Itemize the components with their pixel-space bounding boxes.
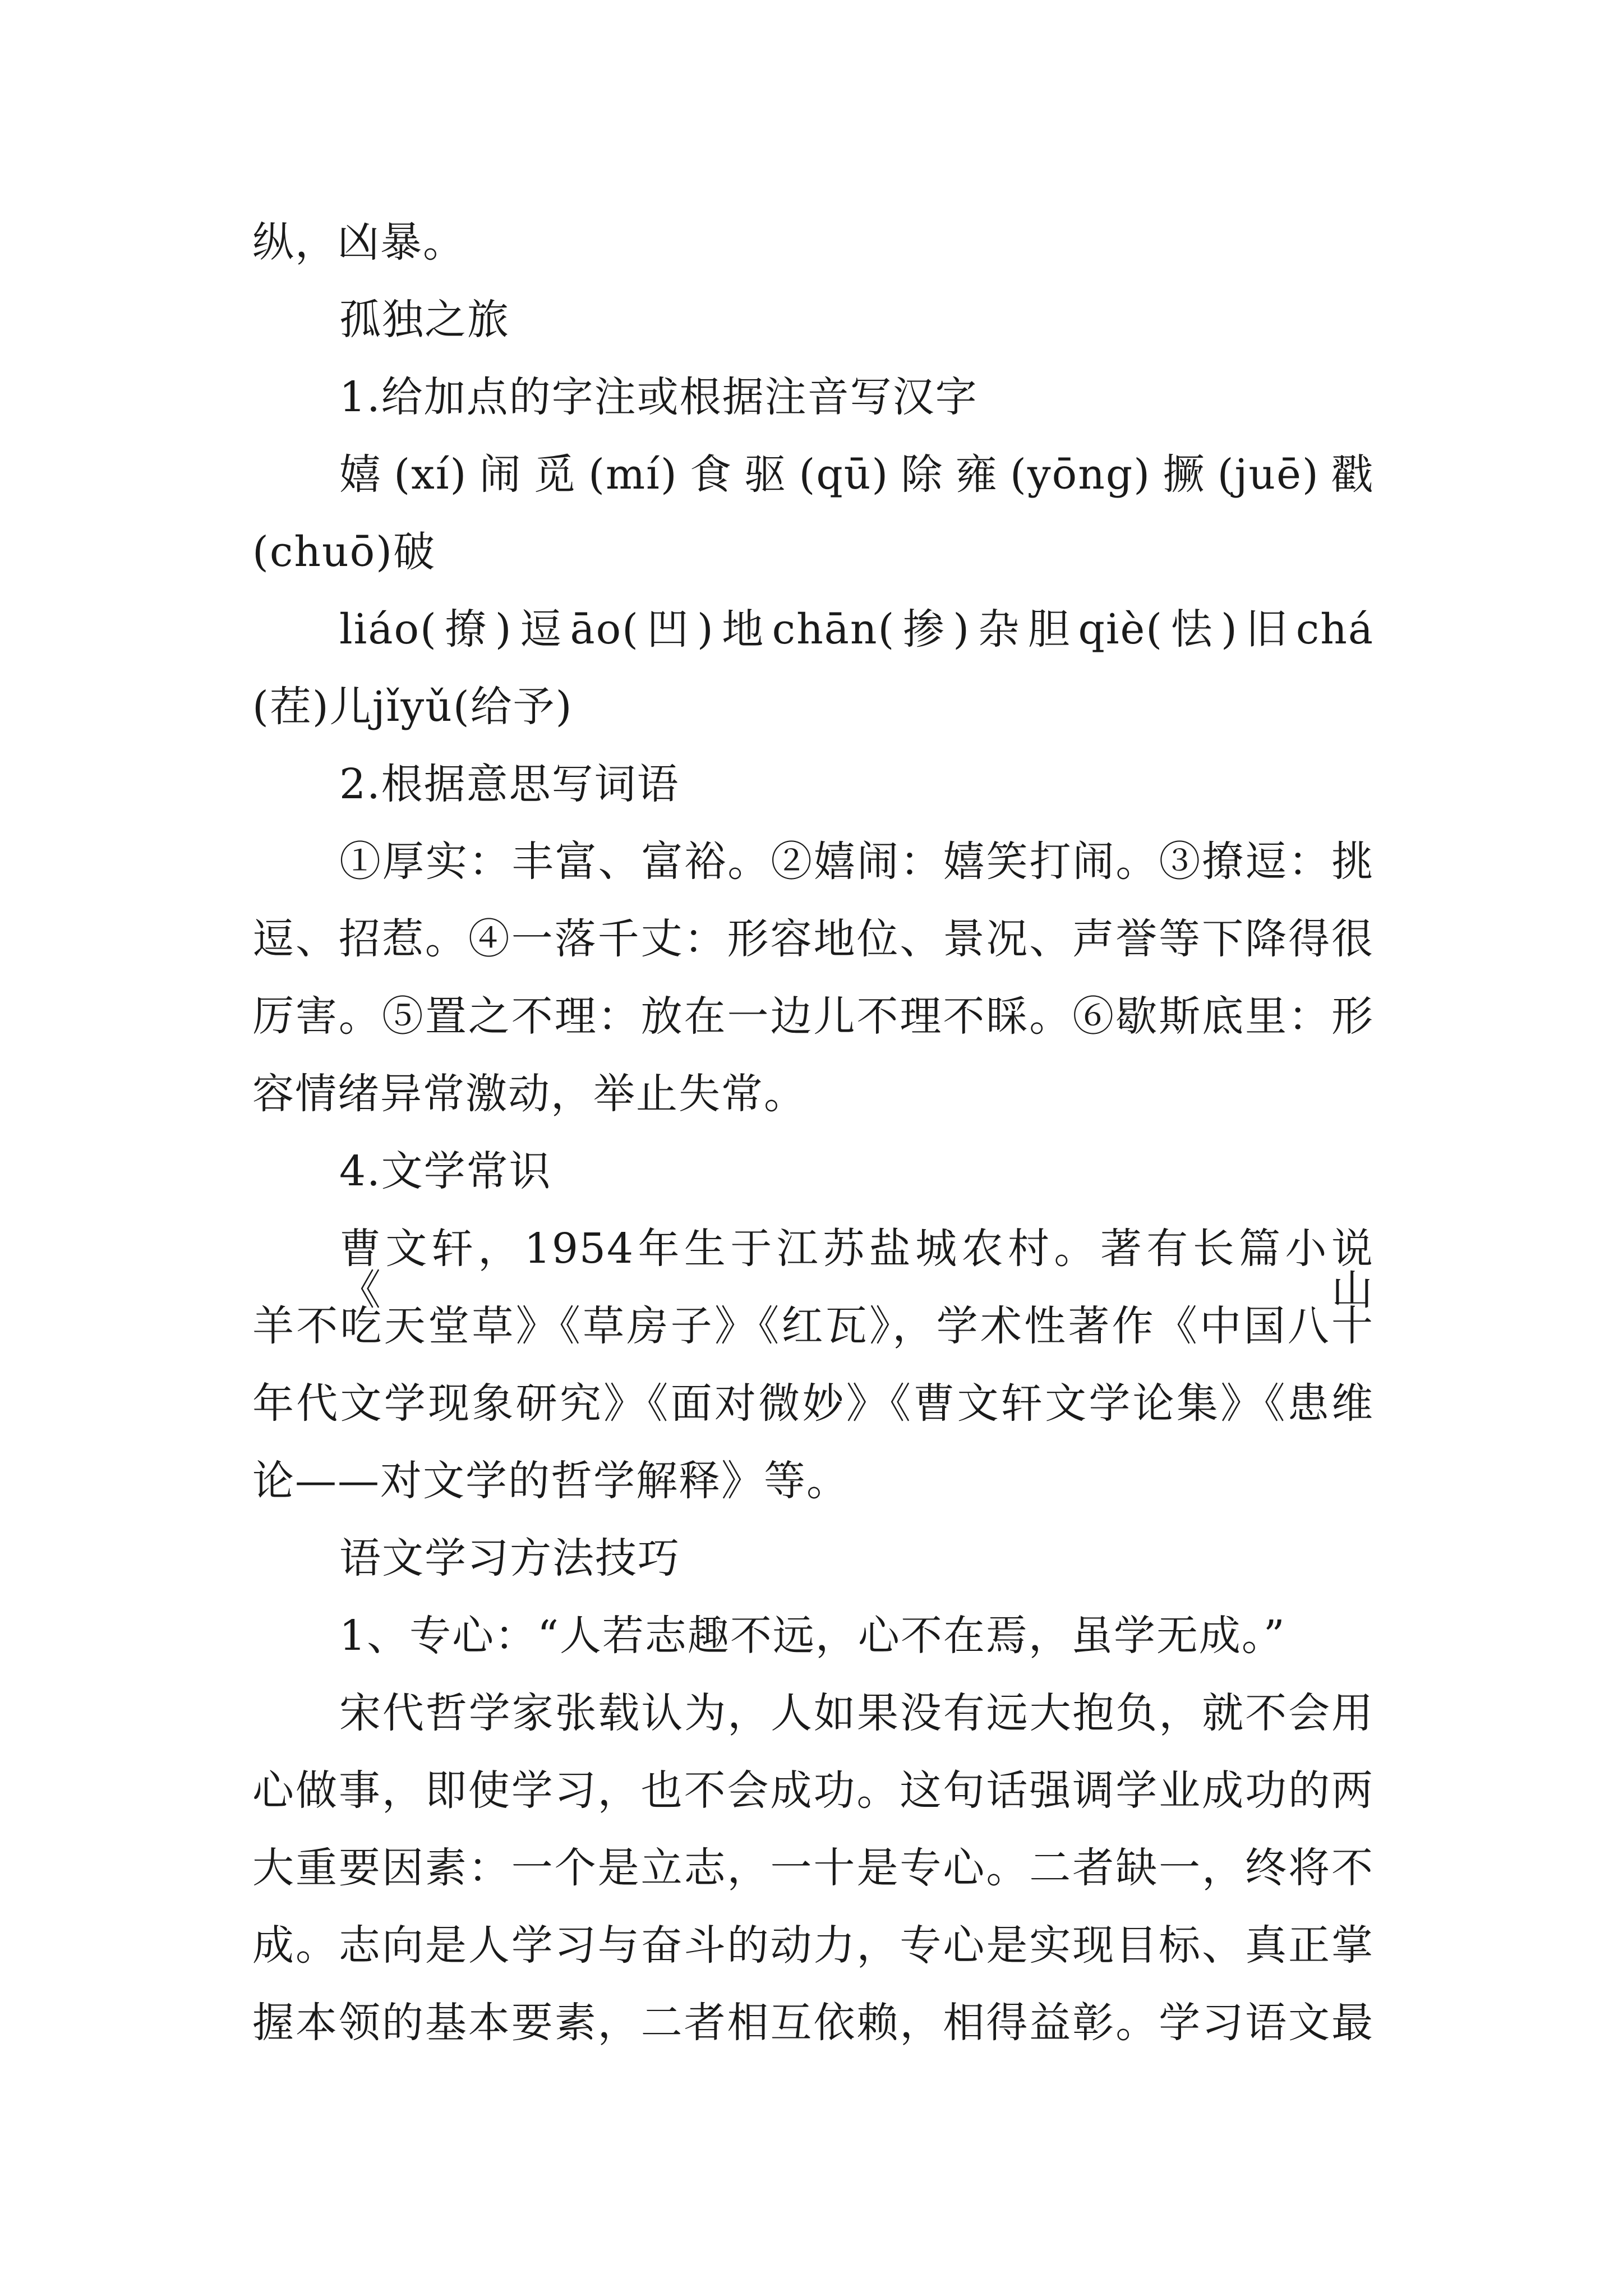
text-line: liáo(撩)逗āo(凹)地chān(掺)杂胆qiè(怯)旧chá bbox=[339, 605, 1374, 654]
subheading: 1、专心：“人若志趣不远，心不在焉，虽学无成。” bbox=[339, 1612, 1286, 1660]
subheading: 2.根据意思写词语 bbox=[339, 760, 680, 808]
text-line: 宋代哲学家张载认为，人如果没有远大抱负，就不会用 bbox=[339, 1689, 1374, 1737]
text-line: 心做事，即使学习，也不会成功。这句话强调学业成功的两 bbox=[252, 1766, 1374, 1815]
text-line: 嬉(xí)闹觅(mí)食驱(qū)除雍(yōng)撅(juē)戳 bbox=[339, 450, 1374, 499]
text-line: 厉害。⑤置之不理：放在一边儿不理不睬。⑥歇斯底里：形 bbox=[252, 992, 1374, 1041]
section-heading: 孤独之旅 bbox=[339, 296, 510, 344]
text-line: 羊不吃天堂草》《草房子》《红瓦》，学术性著作《中国八十 bbox=[252, 1302, 1374, 1350]
text-line: 纵，凶暴。 bbox=[252, 218, 465, 266]
section-heading: 语文学习方法技巧 bbox=[339, 1534, 680, 1582]
text-line: 论——对文学的哲学解释》等。 bbox=[252, 1457, 849, 1505]
text-line: 容情绪异常激动，举止失常。 bbox=[252, 1070, 806, 1118]
text-line: ①厚实：丰富、富裕。②嬉闹：嬉笑打闹。③撩逗：挑 bbox=[339, 838, 1374, 886]
subheading: 1.给加点的字注或根据注音写汉字 bbox=[339, 373, 978, 421]
text-line: 年代文学现象研究》《面对微妙》《曹文轩文学论集》《患维 bbox=[252, 1379, 1374, 1428]
text-line: 曹文轩，1954年生于江苏盐城农村。著有长篇小说《山 bbox=[339, 1225, 1374, 1314]
text-line: 大重要因素：一个是立志，一十是专心。二者缺一，终将不 bbox=[252, 1844, 1374, 1892]
text-line: 逗、招惹。④一落千丈：形容地位、景况、声誉等下降得很 bbox=[252, 915, 1374, 963]
text-line: 成。志向是人学习与奋斗的动力，专心是实现目标、真正掌 bbox=[252, 1921, 1374, 1970]
text-line: (chuō)破 bbox=[252, 528, 436, 576]
subheading: 4.文学常识 bbox=[339, 1147, 552, 1195]
text-line: 握本领的基本要素，二者相互依赖，相得益彰。学习语文最 bbox=[252, 1999, 1374, 2047]
text-line: (茬)儿jǐyǔ(给予) bbox=[252, 683, 573, 731]
